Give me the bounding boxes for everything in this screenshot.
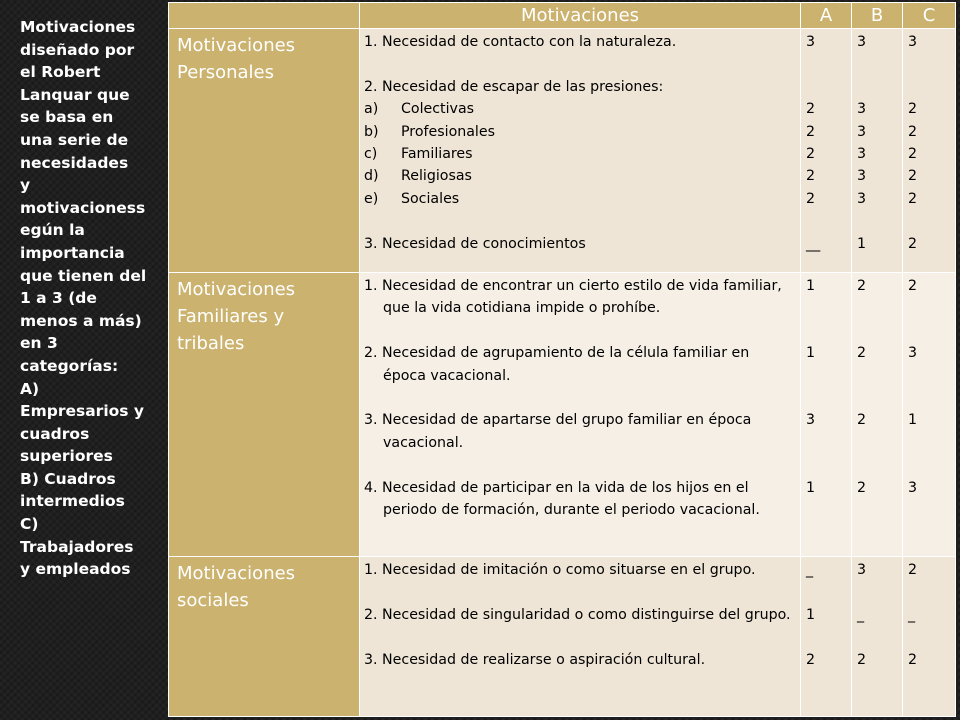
score-column-a [801, 29, 852, 273]
score-b: 3 [857, 190, 867, 207]
score-c: 2 [908, 562, 918, 578]
category-cell [169, 29, 360, 273]
blank-line [364, 454, 796, 476]
description-line: C) [20, 515, 39, 534]
category-label-line: Motivaciones [177, 563, 296, 584]
blank-line [364, 320, 796, 342]
blank-line [908, 210, 955, 232]
blank-line [908, 581, 955, 603]
motivation-item: 3. Necesidad de apartarse del grupo familiar en época vacacional. [364, 412, 752, 451]
score-a: 2 [806, 101, 816, 118]
blank-line [857, 454, 902, 476]
description-line: B) Cuadros [20, 469, 116, 488]
motivation-item: 2. Necesidad de escapar de las presiones: [364, 78, 664, 95]
blank-line [908, 53, 955, 75]
description-line: motivacioness [20, 198, 146, 217]
score-c: 3 [908, 34, 918, 50]
blank-line [857, 320, 902, 342]
blank-line [908, 387, 955, 409]
blank-line [908, 626, 955, 648]
sub-item [364, 98, 796, 120]
header-b: B [852, 3, 903, 29]
sub-item-label: e) [364, 190, 379, 207]
score-c: 3 [908, 345, 918, 362]
score-c: 2 [908, 168, 918, 185]
description-line: egún la [20, 221, 85, 240]
description-line: y empleados [20, 560, 131, 579]
description-line: cuadros [20, 424, 90, 443]
score-column-a [801, 557, 852, 717]
sub-item-text: Profesionales [401, 123, 495, 140]
blank-line [806, 53, 851, 75]
motivation-item: 2. Necesidad de singularidad o como distinguirse del grupo. [364, 606, 791, 623]
blank-line [908, 320, 955, 342]
header-motivaciones: Motivaciones [360, 3, 801, 29]
score-a: __ [806, 235, 821, 252]
score-c: 2 [908, 190, 918, 207]
score-column-b [852, 29, 903, 273]
score-b: 2 [857, 651, 867, 668]
description-line: A) [20, 379, 40, 398]
motivation-list [360, 273, 801, 557]
section-row [169, 557, 956, 717]
section-row [169, 273, 956, 557]
motivation-item: 3. Necesidad de conocimientos [364, 235, 586, 252]
blank-line [364, 210, 796, 232]
motivation-item: 1. Necesidad de contacto con la naturaleza. [364, 34, 677, 50]
description-line: se basa en [20, 108, 114, 127]
header-a: A [801, 3, 852, 29]
description-line: categorías: [20, 356, 119, 375]
sub-item-text: Colectivas [401, 101, 475, 118]
description-panel [20, 16, 162, 581]
description-line: Lanquar que [20, 85, 130, 104]
sub-item-text: Familiares [401, 146, 473, 163]
motivation-item: 4. Necesidad de participar en la vida de los hijos en el periodo de formación, durante el periodo vacacional. [364, 479, 760, 519]
score-a: 3 [806, 34, 816, 50]
sub-item-label: d) [364, 168, 379, 185]
blank-line [806, 626, 851, 648]
score-b: 2 [857, 278, 867, 294]
score-c: 2 [908, 651, 918, 668]
score-b: 3 [857, 146, 867, 163]
score-a: _ [806, 562, 814, 578]
score-b: 1 [857, 235, 867, 252]
sub-item [364, 143, 796, 165]
description-line: y [20, 176, 31, 195]
section-row [169, 29, 956, 273]
score-c: 3 [908, 479, 918, 496]
score-c: 2 [908, 146, 918, 163]
score-b: 3 [857, 123, 867, 140]
score-column-a [801, 273, 852, 557]
score-column-b [852, 273, 903, 557]
category-label-line: Motivaciones [177, 279, 296, 300]
description-line: superiores [20, 447, 113, 466]
score-a: 1 [806, 345, 816, 362]
score-a: 2 [806, 168, 816, 185]
score-b: 2 [857, 345, 867, 362]
score-c: 2 [908, 278, 918, 294]
description-line: Empresarios y [20, 402, 145, 421]
category-label-line: Personales [177, 62, 274, 83]
blank-line [806, 387, 851, 409]
blank-line [857, 210, 902, 232]
blank-line [806, 210, 851, 232]
blank-line [806, 581, 851, 603]
score-a: 2 [806, 190, 816, 207]
description-line: en 3 [20, 334, 58, 353]
score-b [857, 76, 902, 98]
motivation-item: 2. Necesidad de agrupamiento de la célula familiar en época vacacional. [364, 345, 750, 384]
header-corner [169, 3, 360, 29]
blank-line [364, 581, 796, 603]
blank-line [806, 454, 851, 476]
score-b: 2 [857, 412, 867, 429]
sub-item [364, 188, 796, 210]
description-line: Trabajadores [20, 537, 134, 556]
score-b: 2 [857, 479, 867, 496]
category-cell [169, 273, 360, 557]
score-b: _ [857, 606, 865, 623]
score-column-c [903, 29, 956, 273]
score-column-c [903, 273, 956, 557]
category-label-line: Motivaciones [177, 35, 296, 56]
score-a: 2 [806, 123, 816, 140]
score-c: 2 [908, 101, 918, 118]
blank-line [806, 320, 851, 342]
motivations-table [168, 2, 956, 717]
description-line: necesidades [20, 153, 129, 172]
score-a: 3 [806, 412, 816, 429]
motivation-item: 1. Necesidad de imitación o como situarse en el grupo. [364, 562, 756, 578]
sub-item [364, 165, 796, 187]
motivation-item: 3. Necesidad de realizarse o aspiración cultural. [364, 651, 706, 668]
score-a: 2 [806, 146, 816, 163]
category-label-line: tribales [177, 333, 245, 354]
motivation-list [360, 557, 801, 717]
sub-item [364, 121, 796, 143]
score-b: 3 [857, 562, 867, 578]
blank-line [908, 454, 955, 476]
score-a: 1 [806, 479, 816, 496]
score-column-c [903, 557, 956, 717]
category-label-line: sociales [177, 590, 249, 611]
score-a [806, 76, 851, 98]
score-c: 1 [908, 412, 918, 429]
motivation-list [360, 29, 801, 273]
header-row [169, 3, 956, 29]
header-c: C [903, 3, 956, 29]
description-line: importancia [20, 243, 125, 262]
description-line: 1 a 3 (de [20, 289, 97, 308]
blank-line [857, 53, 902, 75]
blank-line [364, 387, 796, 409]
description-line: intermedios [20, 492, 125, 511]
blank-line [857, 581, 902, 603]
sub-item-text: Sociales [401, 190, 460, 207]
score-c: 2 [908, 235, 918, 252]
sub-item-label: c) [364, 146, 378, 163]
blank-line [364, 626, 796, 648]
score-b: 3 [857, 101, 867, 118]
description-line: menos a más) [20, 311, 142, 330]
blank-line [364, 53, 796, 75]
sub-item-label: a) [364, 101, 379, 118]
category-cell [169, 557, 360, 717]
score-a: 2 [806, 651, 816, 668]
score-b: 3 [857, 34, 867, 50]
description-line: una serie de [20, 130, 129, 149]
score-a: 1 [806, 278, 816, 294]
motivation-item: 1. Necesidad de encontrar un cierto estilo de vida familiar, que la vida cotidiana impide o prohíbe. [364, 278, 782, 317]
category-label-line: Familiares y [177, 306, 285, 327]
sub-item-label: b) [364, 123, 379, 140]
score-c: _ [908, 606, 916, 623]
blank-line [857, 626, 902, 648]
score-c: 2 [908, 123, 918, 140]
score-a: 1 [806, 606, 816, 623]
blank-line [857, 387, 902, 409]
description-line: diseñado por [20, 40, 135, 59]
score-b: 3 [857, 168, 867, 185]
sub-item-text: Religiosas [401, 168, 472, 185]
description-line: que tienen del [20, 266, 147, 285]
score-c [908, 76, 955, 98]
description-line: el Robert [20, 63, 101, 82]
score-column-b [852, 557, 903, 717]
description-line: Motivaciones [20, 18, 136, 36]
